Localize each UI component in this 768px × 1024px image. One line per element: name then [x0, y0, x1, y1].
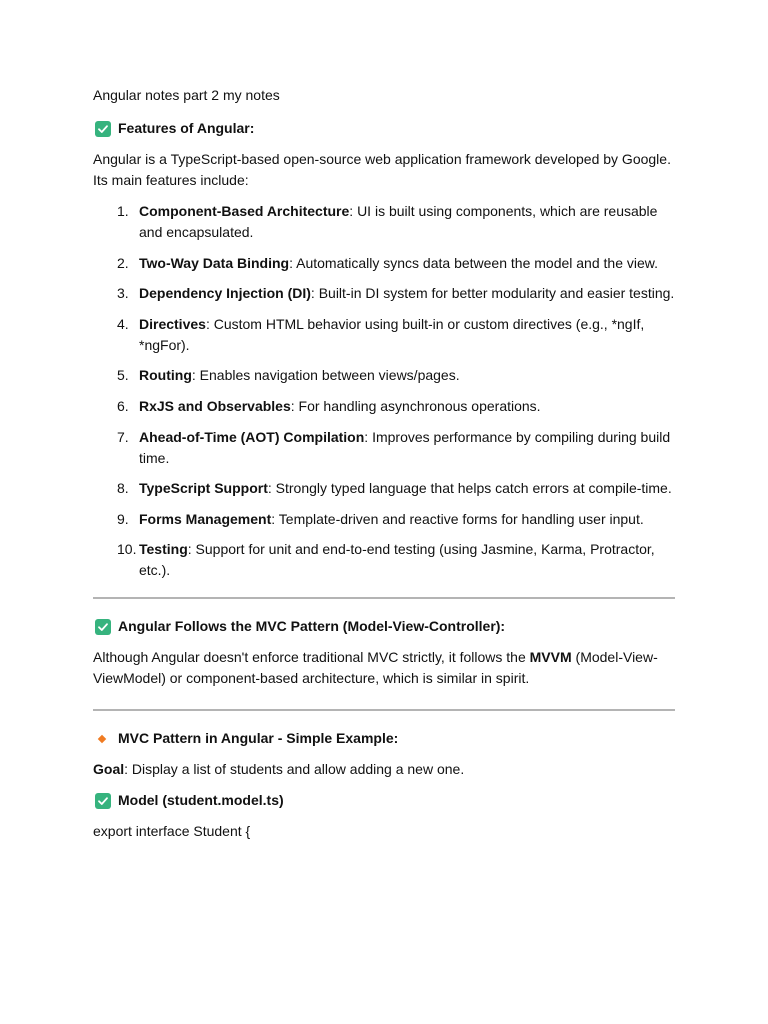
feature-description: : Built-in DI system for better modularity and easier testing. — [310, 285, 675, 302]
check-box-icon — [95, 793, 111, 809]
section-divider — [93, 597, 675, 599]
feature-term: Directives — [139, 315, 206, 332]
goal-text: : Display a list of students and allow adding a new one. — [124, 761, 465, 778]
mvc-paragraph-after: (Model-View-ViewModel) or component-based architecture, which is similar in spirit. — [93, 649, 658, 687]
model-heading — [93, 790, 675, 811]
section-divider — [93, 709, 675, 711]
feature-description: : For handling asynchronous operations. — [290, 397, 541, 414]
feature-body — [139, 509, 675, 530]
feature-number — [93, 365, 139, 386]
feature-item — [93, 253, 675, 274]
feature-item — [93, 314, 675, 356]
feature-number-text: 5. — [117, 367, 129, 384]
feature-item — [93, 427, 675, 469]
model-heading-text: Model (student.model.ts) — [118, 792, 284, 809]
feature-term: TypeScript Support — [139, 480, 268, 497]
feature-number — [93, 539, 139, 581]
feature-number — [93, 427, 139, 469]
check-box-icon — [95, 619, 111, 635]
feature-number — [93, 201, 139, 243]
feature-number-text: 10. — [117, 541, 137, 558]
goal-paragraph — [93, 759, 675, 780]
mvc-paragraph-before: Although Angular doesn't enforce traditional MVC strictly, it follows the — [93, 649, 530, 666]
feature-description: : Template-driven and reactive forms for handling user input. — [271, 510, 644, 527]
feature-body — [139, 314, 675, 356]
feature-body — [139, 283, 675, 304]
orange-diamond-icon — [98, 735, 106, 743]
mvvm-term: MVVM — [529, 649, 572, 666]
feature-description: : Automatically syncs data between the model and the view. — [289, 254, 658, 271]
feature-term: Testing — [139, 541, 188, 558]
feature-number-text: 8. — [117, 480, 129, 497]
feature-number — [93, 314, 139, 356]
feature-item — [93, 509, 675, 530]
feature-term: Routing — [139, 367, 192, 384]
feature-body — [139, 253, 675, 274]
feature-description: : Enables navigation between views/pages. — [191, 367, 460, 384]
feature-body — [139, 427, 675, 469]
feature-item — [93, 478, 675, 499]
feature-number-text: 4. — [117, 315, 129, 332]
features-heading-text: Features of Angular: — [118, 120, 255, 136]
feature-number-text: 1. — [117, 203, 129, 219]
feature-term: Ahead-of-Time (AOT) Compilation — [139, 428, 365, 445]
feature-body — [139, 365, 675, 386]
code-line: export interface Student { — [93, 823, 251, 840]
feature-item — [93, 201, 675, 243]
feature-description: : Strongly typed language that helps catch errors at compile-time. — [267, 480, 672, 497]
example-heading-text: MVC Pattern in Angular - Simple Example: — [118, 730, 399, 747]
feature-number-text: 9. — [117, 510, 129, 527]
feature-number-text: 3. — [117, 285, 129, 302]
feature-term: Dependency Injection (DI) — [139, 285, 311, 302]
feature-term: Two-Way Data Binding — [139, 254, 290, 271]
feature-number-text: 2. — [117, 254, 129, 271]
feature-number — [93, 478, 139, 499]
feature-body — [139, 396, 675, 417]
feature-number — [93, 283, 139, 304]
feature-item — [93, 365, 675, 386]
feature-body — [139, 201, 675, 243]
feature-item — [93, 396, 675, 417]
features-heading — [93, 118, 675, 139]
feature-number — [93, 509, 139, 530]
feature-item — [93, 539, 675, 581]
feature-description: : Custom HTML behavior using built-in or custom directives (e.g., *ngIf, *ngFor). — [139, 315, 645, 353]
mvc-heading — [93, 616, 675, 637]
feature-term: Component-Based Architecture — [139, 203, 350, 219]
mvc-heading-text: Angular Follows the MVC Pattern (Model-View-Controller): — [118, 618, 506, 635]
feature-term: RxJS and Observables — [139, 397, 291, 414]
feature-description: : UI is built using components, which are reusable and encapsulated. — [139, 203, 658, 240]
goal-term: Goal — [93, 761, 125, 778]
intro-paragraph: Angular is a TypeScript-based open-source web application framework developed by Google. Its main features include: — [93, 151, 671, 188]
feature-term: Forms Management — [139, 510, 272, 527]
features-list — [93, 201, 675, 581]
document-page — [93, 85, 675, 842]
check-box-icon — [95, 121, 111, 137]
example-heading — [93, 728, 675, 749]
feature-number — [93, 253, 139, 274]
feature-number-text: 6. — [117, 397, 129, 414]
feature-description: : Support for unit and end-to-end testing (using Jasmine, Karma, Protractor, etc.). — [139, 541, 655, 579]
feature-number — [93, 396, 139, 417]
document-title: Angular notes part 2 my notes — [93, 87, 280, 103]
mvc-paragraph — [93, 647, 675, 689]
feature-item — [93, 283, 675, 304]
feature-body — [139, 539, 675, 581]
feature-body — [139, 478, 675, 499]
feature-number-text: 7. — [117, 428, 129, 445]
feature-description: : Improves performance by compiling during build time. — [139, 428, 671, 466]
